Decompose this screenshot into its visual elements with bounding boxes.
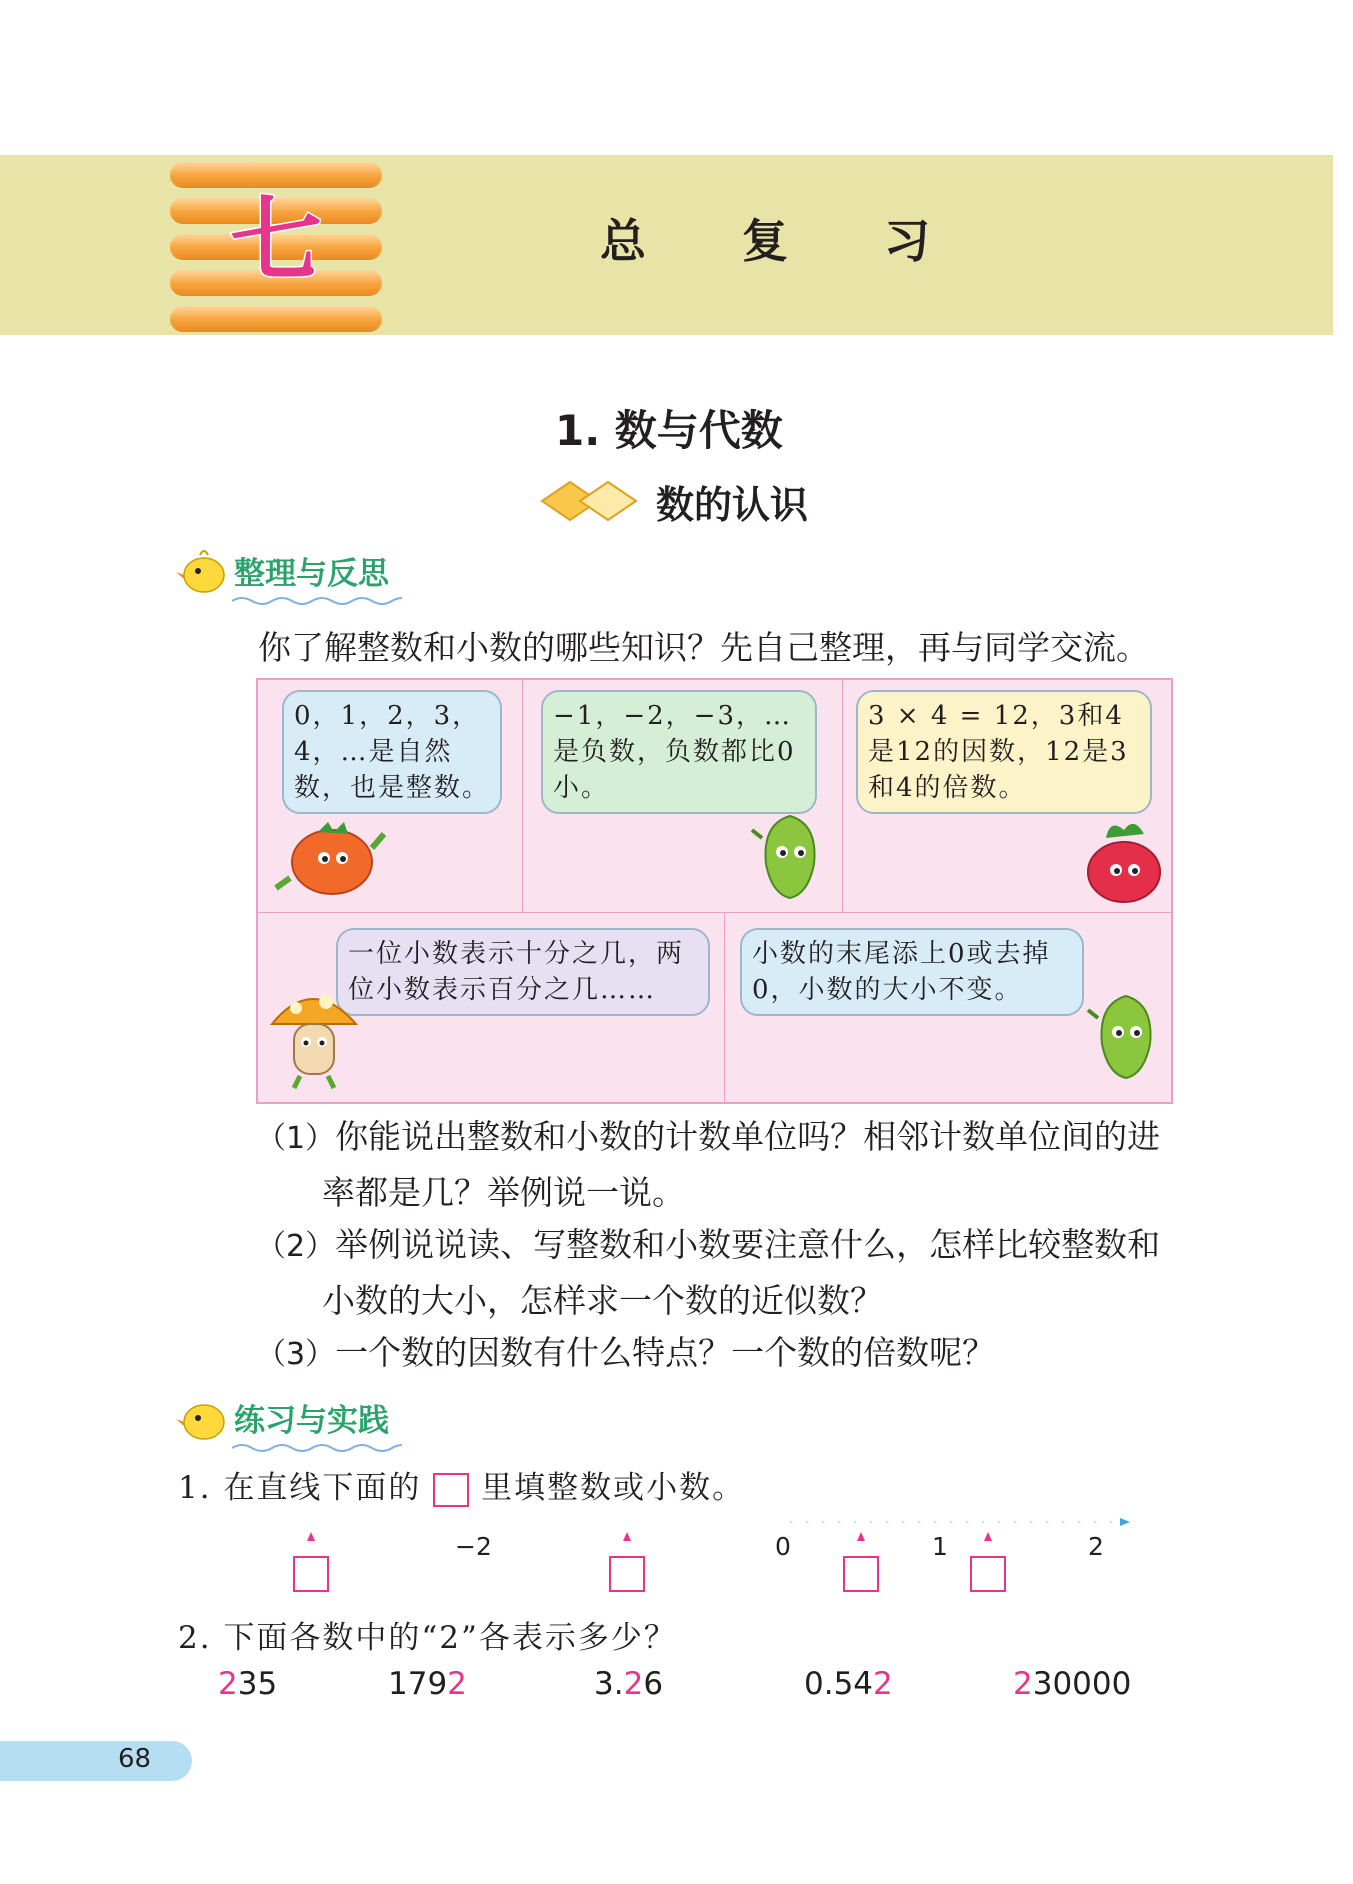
subsection-title: 数的认识	[656, 482, 809, 527]
number-3-26: 3.26	[594, 1666, 664, 1702]
section-title: 1. 数与代数	[555, 406, 783, 455]
number-0-542: 0.542	[804, 1666, 893, 1702]
tomato-character-icon	[270, 808, 390, 908]
speech-bubble-decimal-zeros: 小数的末尾添上0或去掉0，小数的大小不变。	[740, 928, 1084, 1016]
answer-box-4[interactable]	[970, 1556, 1006, 1592]
number-line	[790, 1512, 1140, 1532]
page-number-tab	[0, 1741, 192, 1781]
subsection-heading	[540, 476, 808, 526]
number-235: 235	[218, 1666, 278, 1702]
chick-icon	[176, 1392, 230, 1442]
pepper-character-icon	[750, 808, 830, 908]
mushroom-character-icon	[266, 980, 362, 1092]
axis-label-0: 0	[775, 1532, 791, 1561]
speech-bubble-factors-multiples: 3 × 4 = 12，3和4是12的因数，12是3和4的倍数。	[856, 690, 1152, 814]
page-number: 68	[118, 1744, 152, 1774]
number-1792: 1792	[388, 1666, 467, 1702]
exercise-1: 1. 在直线下面的 里填整数或小数。	[178, 1470, 746, 1506]
sort-reflect-prompt: 你了解整数和小数的哪些知识？先自己整理，再与同学交流。	[258, 628, 1149, 667]
answer-box-2[interactable]	[609, 1556, 645, 1592]
speech-bubble-negative-numbers: −1，−2，−3，…是负数，负数都比0小。	[541, 690, 817, 814]
axis-label-1: 1	[932, 1532, 948, 1561]
axis-label-neg2: −2	[455, 1532, 492, 1561]
answer-box-1[interactable]	[293, 1556, 329, 1592]
sort-reflect-label: 整理与反思	[234, 555, 389, 592]
chapter-title: 总 复 习	[600, 214, 971, 268]
question-1: （1）你能说出整数和小数的计数单位吗？相邻计数单位间的进 率都是几？举例说一说。	[256, 1117, 1161, 1212]
chapter-number: 七	[229, 186, 322, 294]
wavy-underline	[232, 1442, 402, 1454]
practice-heading	[176, 1392, 389, 1442]
number-230000: 230000	[1013, 1666, 1132, 1702]
wavy-underline	[232, 595, 402, 607]
speech-bubble-natural-numbers: 0，1，2，3，4，…是自然数，也是整数。	[282, 690, 502, 814]
radish-character-icon	[1076, 816, 1166, 908]
sort-reflect-heading	[176, 545, 389, 595]
speech-bubble-decimal-places: 一位小数表示十分之几，两位小数表示百分之几……	[336, 928, 710, 1016]
practice-label: 练习与实践	[234, 1402, 389, 1439]
question-3: （3）一个数的因数有什么特点？一个数的倍数呢？	[256, 1333, 996, 1372]
pepper-character-2-icon	[1086, 988, 1166, 1088]
exercise-2: 2. 下面各数中的“2”各表示多少？	[178, 1620, 677, 1656]
knowledge-panel	[256, 678, 1173, 1104]
answer-box-sample	[433, 1473, 469, 1507]
diamond-icon	[540, 478, 650, 524]
answer-box-3[interactable]	[843, 1556, 879, 1592]
question-2: （2）举例说说读、写整数和小数要注意什么，怎样比较整数和 小数的大小，怎样求一个数的近似数？	[256, 1225, 1161, 1320]
axis-label-2: 2	[1088, 1532, 1104, 1561]
chick-icon	[176, 545, 230, 595]
